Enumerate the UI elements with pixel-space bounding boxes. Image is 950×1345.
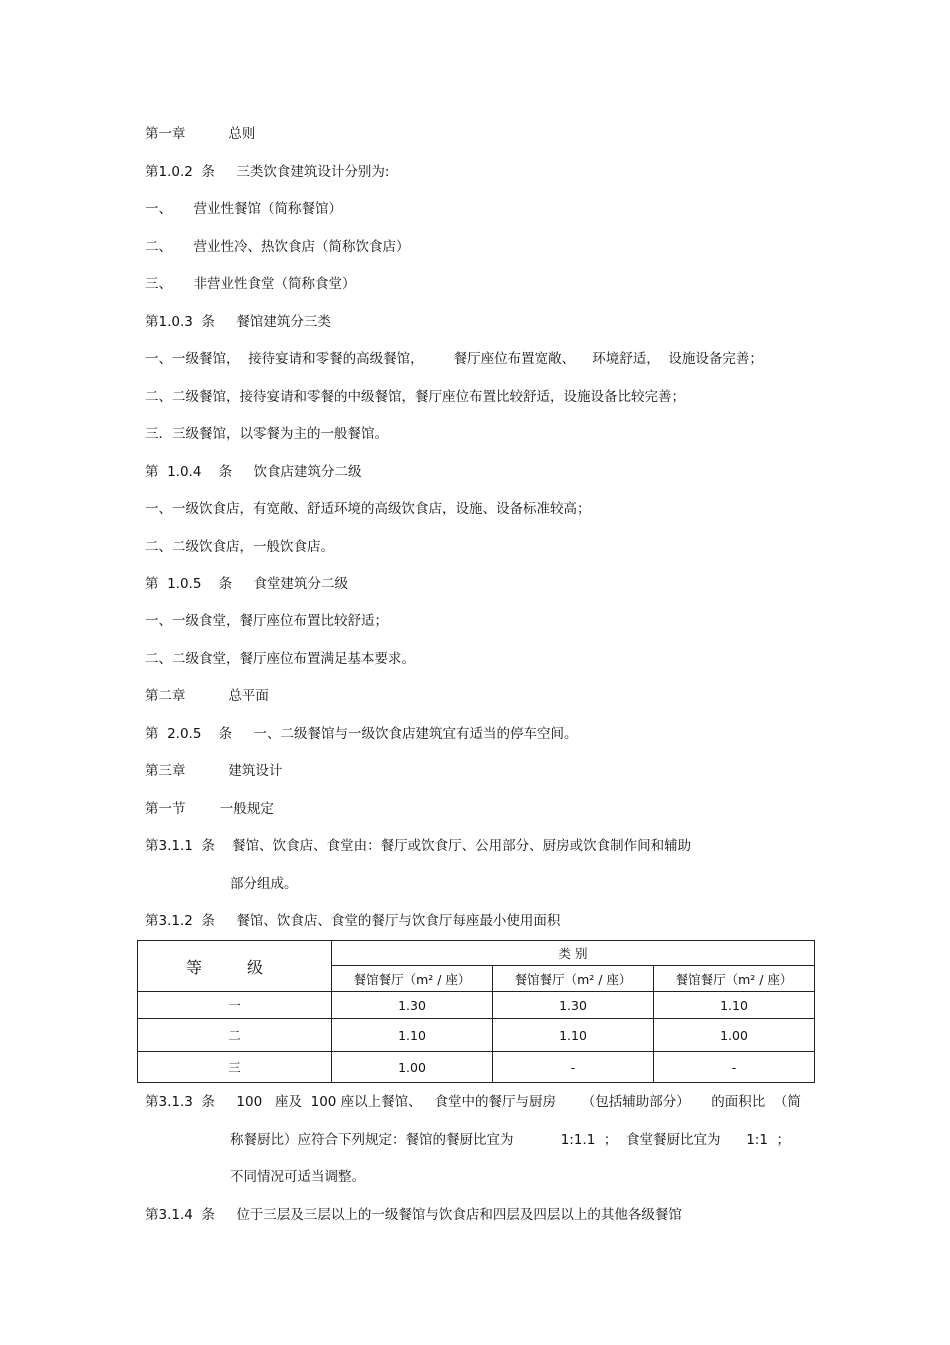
list-item: 一、 营业性餐馆（简称餐馆） [145,201,342,217]
table-row [138,1052,815,1083]
article-2-0-5: 第 2.0.5 条 一、二级餐馆与一级饮食店建筑宜有适当的停车空间。 [145,726,578,742]
article-1-0-3: 第1.0.3 条 餐馆建筑分三类 [145,314,331,330]
grade-header: 等 级 [138,941,332,992]
list-item: 三．三级餐馆，以零餐为主的一般餐馆。 [145,426,388,442]
article-3-1-4: 第3.1.4 条 位于三层及三层以上的一级餐馆与饮食店和四层及四层以上的其他各级餐馆 [145,1207,682,1223]
list-item: 三、 非营业性食堂（简称食堂） [145,276,356,292]
chapter-1-heading: 第一章 总则 [145,126,256,142]
article-3-1-3-cont: 不同情况可适当调整。 [230,1169,365,1185]
value-cell: 1.30 [493,992,654,1019]
value-cell: - [654,1052,815,1083]
category-header: 类 别 [332,941,815,966]
value-cell: 1.10 [332,1019,493,1052]
list-item: 一、一级食堂，餐厅座位布置比较舒适； [145,613,388,629]
list-item: 二、 营业性冷、热饮食店（简称饮食店） [145,239,410,255]
seat-area-table [137,940,815,1083]
list-item: 二、二级食堂，餐厅座位布置满足基本要求。 [145,651,415,667]
list-item: 一、一级餐馆， 接待宴请和零餐的高级餐馆， 餐厅座位布置宽敞、 环境舒适， 设施设备完善； [145,351,763,367]
column-header: 餐馆餐厅（m² / 座） [654,966,815,992]
list-item: 二、二级餐馆，接待宴请和零餐的中级餐馆，餐厅座位布置比较舒适，设施设备比较完善； [145,389,685,405]
value-cell: 1.10 [654,992,815,1019]
value-cell: - [493,1052,654,1083]
article-1-0-5: 第 1.0.5 条 食堂建筑分二级 [145,576,349,592]
grade-cell: 一 [138,992,332,1019]
article-1-0-4: 第 1.0.4 条 饮食店建筑分二级 [145,464,362,480]
value-cell: 1.30 [332,992,493,1019]
article-3-1-2: 第3.1.2 条 餐馆、饮食店、食堂的餐厅与饮食厅每座最小使用面积 [145,913,561,929]
article-3-1-3: 第3.1.3 条 100 座及 100 座以上餐馆、 食堂中的餐厅与厨房 （包括辅助部分） 的面积比 （简 [145,1094,801,1110]
grade-cell: 三 [138,1052,332,1083]
article-3-1-1-cont: 部分组成。 [230,876,298,892]
table-row [138,1019,815,1052]
column-header: 餐馆餐厅（m² / 座） [332,966,493,992]
table-row [138,992,815,1019]
grade-cell: 二 [138,1019,332,1052]
list-item: 二、二级饮食店，一般饮食店。 [145,539,334,555]
article-3-1-3-cont: 称餐厨比）应符合下列规定：餐馆的餐厨比宜为 1:1.1 ； 食堂餐厨比宜为 1:1 ； [230,1132,791,1148]
article-1-0-2: 第1.0.2 条 三类饮食建筑设计分别为: [145,164,390,180]
column-header: 餐馆餐厅（m² / 座） [493,966,654,992]
section-1-heading: 第一节 一般规定 [145,801,274,817]
chapter-2-heading: 第二章 总平面 [145,688,269,704]
value-cell: 1.00 [654,1019,815,1052]
chapter-3-heading: 第三章 建筑设计 [145,763,283,779]
article-3-1-1: 第3.1.1 条 餐馆、饮食店、食堂由：餐厅或饮食厅、公用部分、厨房或饮食制作间和辅助 [145,838,692,854]
value-cell: 1.00 [332,1052,493,1083]
value-cell: 1.10 [493,1019,654,1052]
list-item: 一、一级饮食店，有宽敞、舒适环境的高级饮食店，设施、设备标准较高； [145,501,591,517]
